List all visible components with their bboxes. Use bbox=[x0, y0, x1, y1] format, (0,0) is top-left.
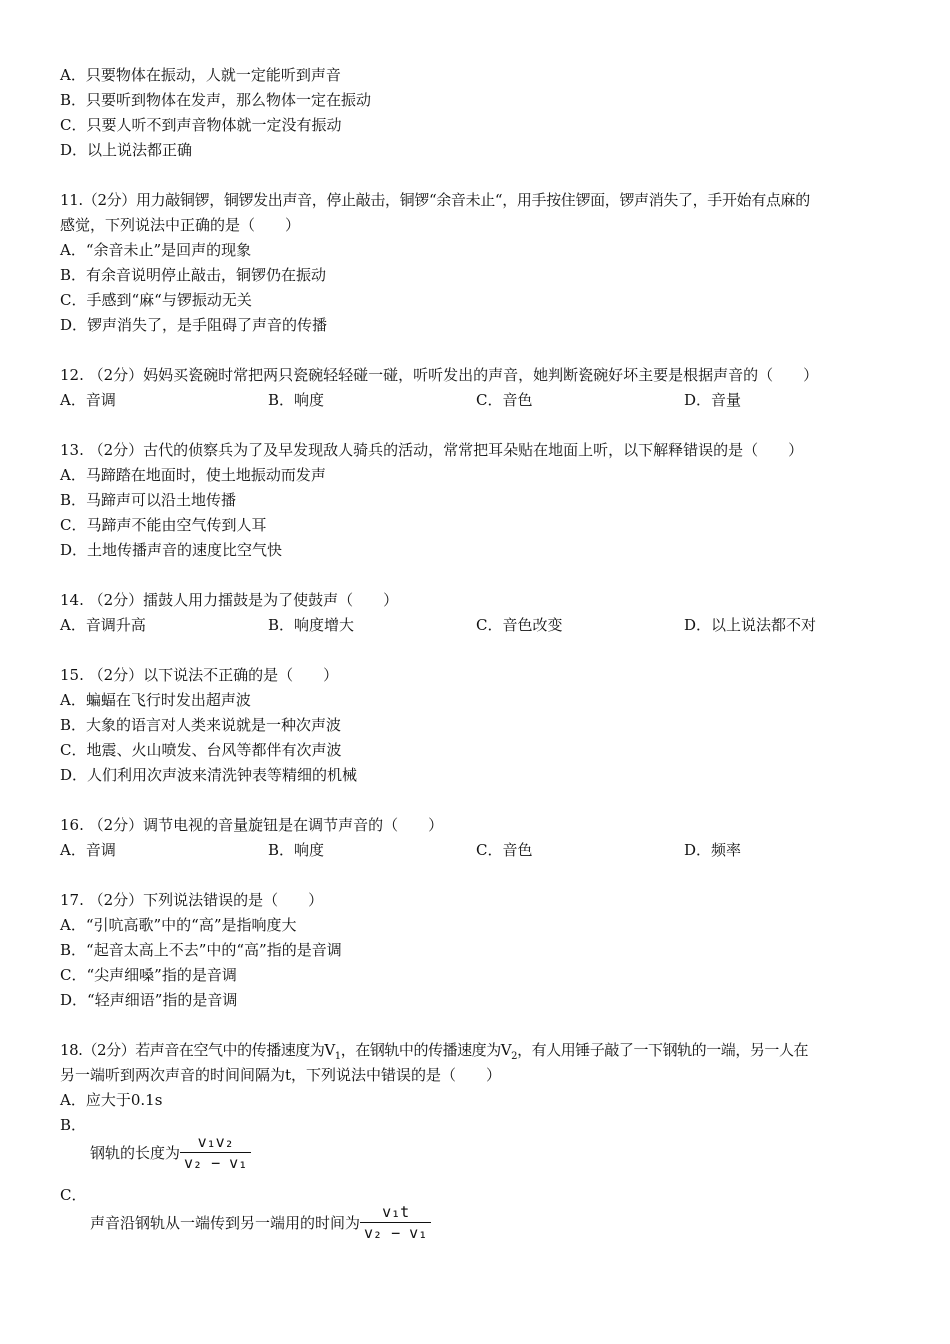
question-stem: 16. （2分）调节电视的音量旋钮是在调节声音的（ ） bbox=[60, 816, 444, 834]
question-11 bbox=[60, 188, 895, 338]
option-a: A．音调 bbox=[60, 391, 116, 409]
option-a: A．“余音未止”是回声的现象 bbox=[60, 241, 252, 259]
option-d: D．以上说法都正确 bbox=[60, 141, 193, 159]
option-a: A．马蹄踏在地面时，使土地振动而发声 bbox=[60, 466, 326, 484]
option-b: B．响度 bbox=[268, 391, 325, 409]
question-stem: 13. （2分）古代的侦察兵为了及早发现敌人骑兵的活动，常常把耳朵贴在地面上听，以下解释错误的是（ ） bbox=[60, 441, 804, 459]
question-stem: 12. （2分）妈妈买瓷碗时常把两只瓷碗轻轻碰一碰，听听发出的声音，她判断瓷碗好坏主要是根据声音的（ ） bbox=[60, 366, 819, 384]
option-c: C．音色 bbox=[476, 841, 533, 859]
option-b: B．大象的语言对人类来说就是一种次声波 bbox=[60, 716, 342, 734]
option-b: B．马蹄声可以沿土地传播 bbox=[60, 491, 237, 509]
option-d: D．“轻声细语”指的是音调 bbox=[60, 991, 238, 1009]
question-stem: 15. （2分）以下说法不正确的是（ ） bbox=[60, 666, 339, 684]
option-d: D．锣声消失了，是手阻碍了声音的传播 bbox=[60, 316, 328, 334]
option-a: A．只要物体在振动，人就一定能听到声音 bbox=[60, 66, 341, 84]
option-c: C．地震、火山喷发、台风等都伴有次声波 bbox=[60, 741, 342, 759]
option-c: C．手感到“麻“与锣振动无关 bbox=[60, 291, 252, 309]
question-17 bbox=[60, 888, 895, 1013]
option-d: D．频率 bbox=[684, 841, 742, 859]
question-stem: 14. （2分）擂鼓人用力擂鼓是为了使鼓声（ ） bbox=[60, 591, 399, 609]
option-a: A．蝙蝠在飞行时发出超声波 bbox=[60, 691, 251, 709]
option-a: A．音调 bbox=[60, 841, 116, 859]
fraction-numerator: v₁v₂ bbox=[180, 1133, 251, 1153]
option-b: B．只要听到物体在发声，那么物体一定在振动 bbox=[60, 91, 372, 109]
question-stem-cont: 感觉，下列说法中正确的是（ ） bbox=[60, 216, 301, 234]
option-c: C．只要人听不到声音物体就一定没有振动 bbox=[60, 116, 342, 134]
options-row bbox=[60, 388, 895, 413]
option-c: C．音色改变 bbox=[476, 616, 563, 634]
question-15 bbox=[60, 663, 895, 788]
option-a: A．音调升高 bbox=[60, 616, 146, 634]
fraction-denominator: v₂ − v₁ bbox=[184, 1154, 248, 1172]
option-b: B．响度增大 bbox=[268, 616, 355, 634]
option-d: D．音量 bbox=[684, 391, 742, 409]
option-b: B．“起音太高上不去”中的“高”指的是音调 bbox=[60, 941, 342, 959]
question-18 bbox=[60, 1038, 895, 1258]
option-d: D．土地传播声音的速度比空气快 bbox=[60, 541, 283, 559]
question-13 bbox=[60, 438, 895, 563]
question-stem-cont: 另一端听到两次声音的时间间隔为t，下列说法中错误的是（ ） bbox=[60, 1066, 502, 1084]
question-sheet bbox=[60, 63, 895, 1258]
option-d: D．以上说法都不对 bbox=[684, 616, 817, 634]
option-c: C． 声音沿钢轨从一端传到另一端用的时间为 $\frac{\text{v₁t}}{\text{v₂ − v₁}}$ bbox=[60, 1183, 895, 1258]
option-b: B． 钢轨的长度为 $\frac{\text{v₁v₂}}{\text{v₂ − v₁}}$ bbox=[60, 1113, 895, 1183]
option-c: C．“尖声细嗓”指的是音调 bbox=[60, 966, 237, 984]
option-a: A．应大于0.1s bbox=[60, 1091, 163, 1109]
fraction bbox=[360, 1203, 431, 1242]
fraction-denominator: v₂ − v₁ bbox=[364, 1224, 428, 1242]
option-a: A．“引吭高歌”中的“高”是指响度大 bbox=[60, 916, 297, 934]
question-stem: 11.（2分）用力敲铜锣，铜锣发出声音，停止敲击，铜锣“余音未止“，用手按住锣面，锣声消失了，手开始有点麻的 bbox=[60, 191, 810, 209]
option-c: C．音色 bbox=[476, 391, 533, 409]
option-c-text: 声音沿钢轨从一端传到另一端用的时间为 bbox=[90, 1214, 361, 1232]
question-14 bbox=[60, 588, 895, 638]
question-10 bbox=[60, 63, 895, 163]
option-b-text: 钢轨的长度为 bbox=[90, 1144, 181, 1162]
option-d: D．人们利用次声波来清洗钟表等精细的机械 bbox=[60, 766, 358, 784]
fraction bbox=[180, 1133, 251, 1172]
option-c: C．马蹄声不能由空气传到人耳 bbox=[60, 516, 267, 534]
question-16 bbox=[60, 813, 895, 863]
question-12 bbox=[60, 363, 895, 413]
options-row bbox=[60, 613, 895, 638]
option-b: B．响度 bbox=[268, 841, 325, 859]
fraction-numerator: v₁t bbox=[360, 1203, 431, 1223]
options-row bbox=[60, 838, 895, 863]
question-stem: 17. （2分）下列说法错误的是（ ） bbox=[60, 891, 324, 909]
question-stem: 18.（2分）若声音在空气中的传播速度为$V_1$，在钢轨中的传播速度为$V_2$，有人用锤子敲了一下钢轨的一端，另一人在 bbox=[60, 1041, 809, 1062]
option-b: B．有余音说明停止敲击，铜锣仍在振动 bbox=[60, 266, 327, 284]
